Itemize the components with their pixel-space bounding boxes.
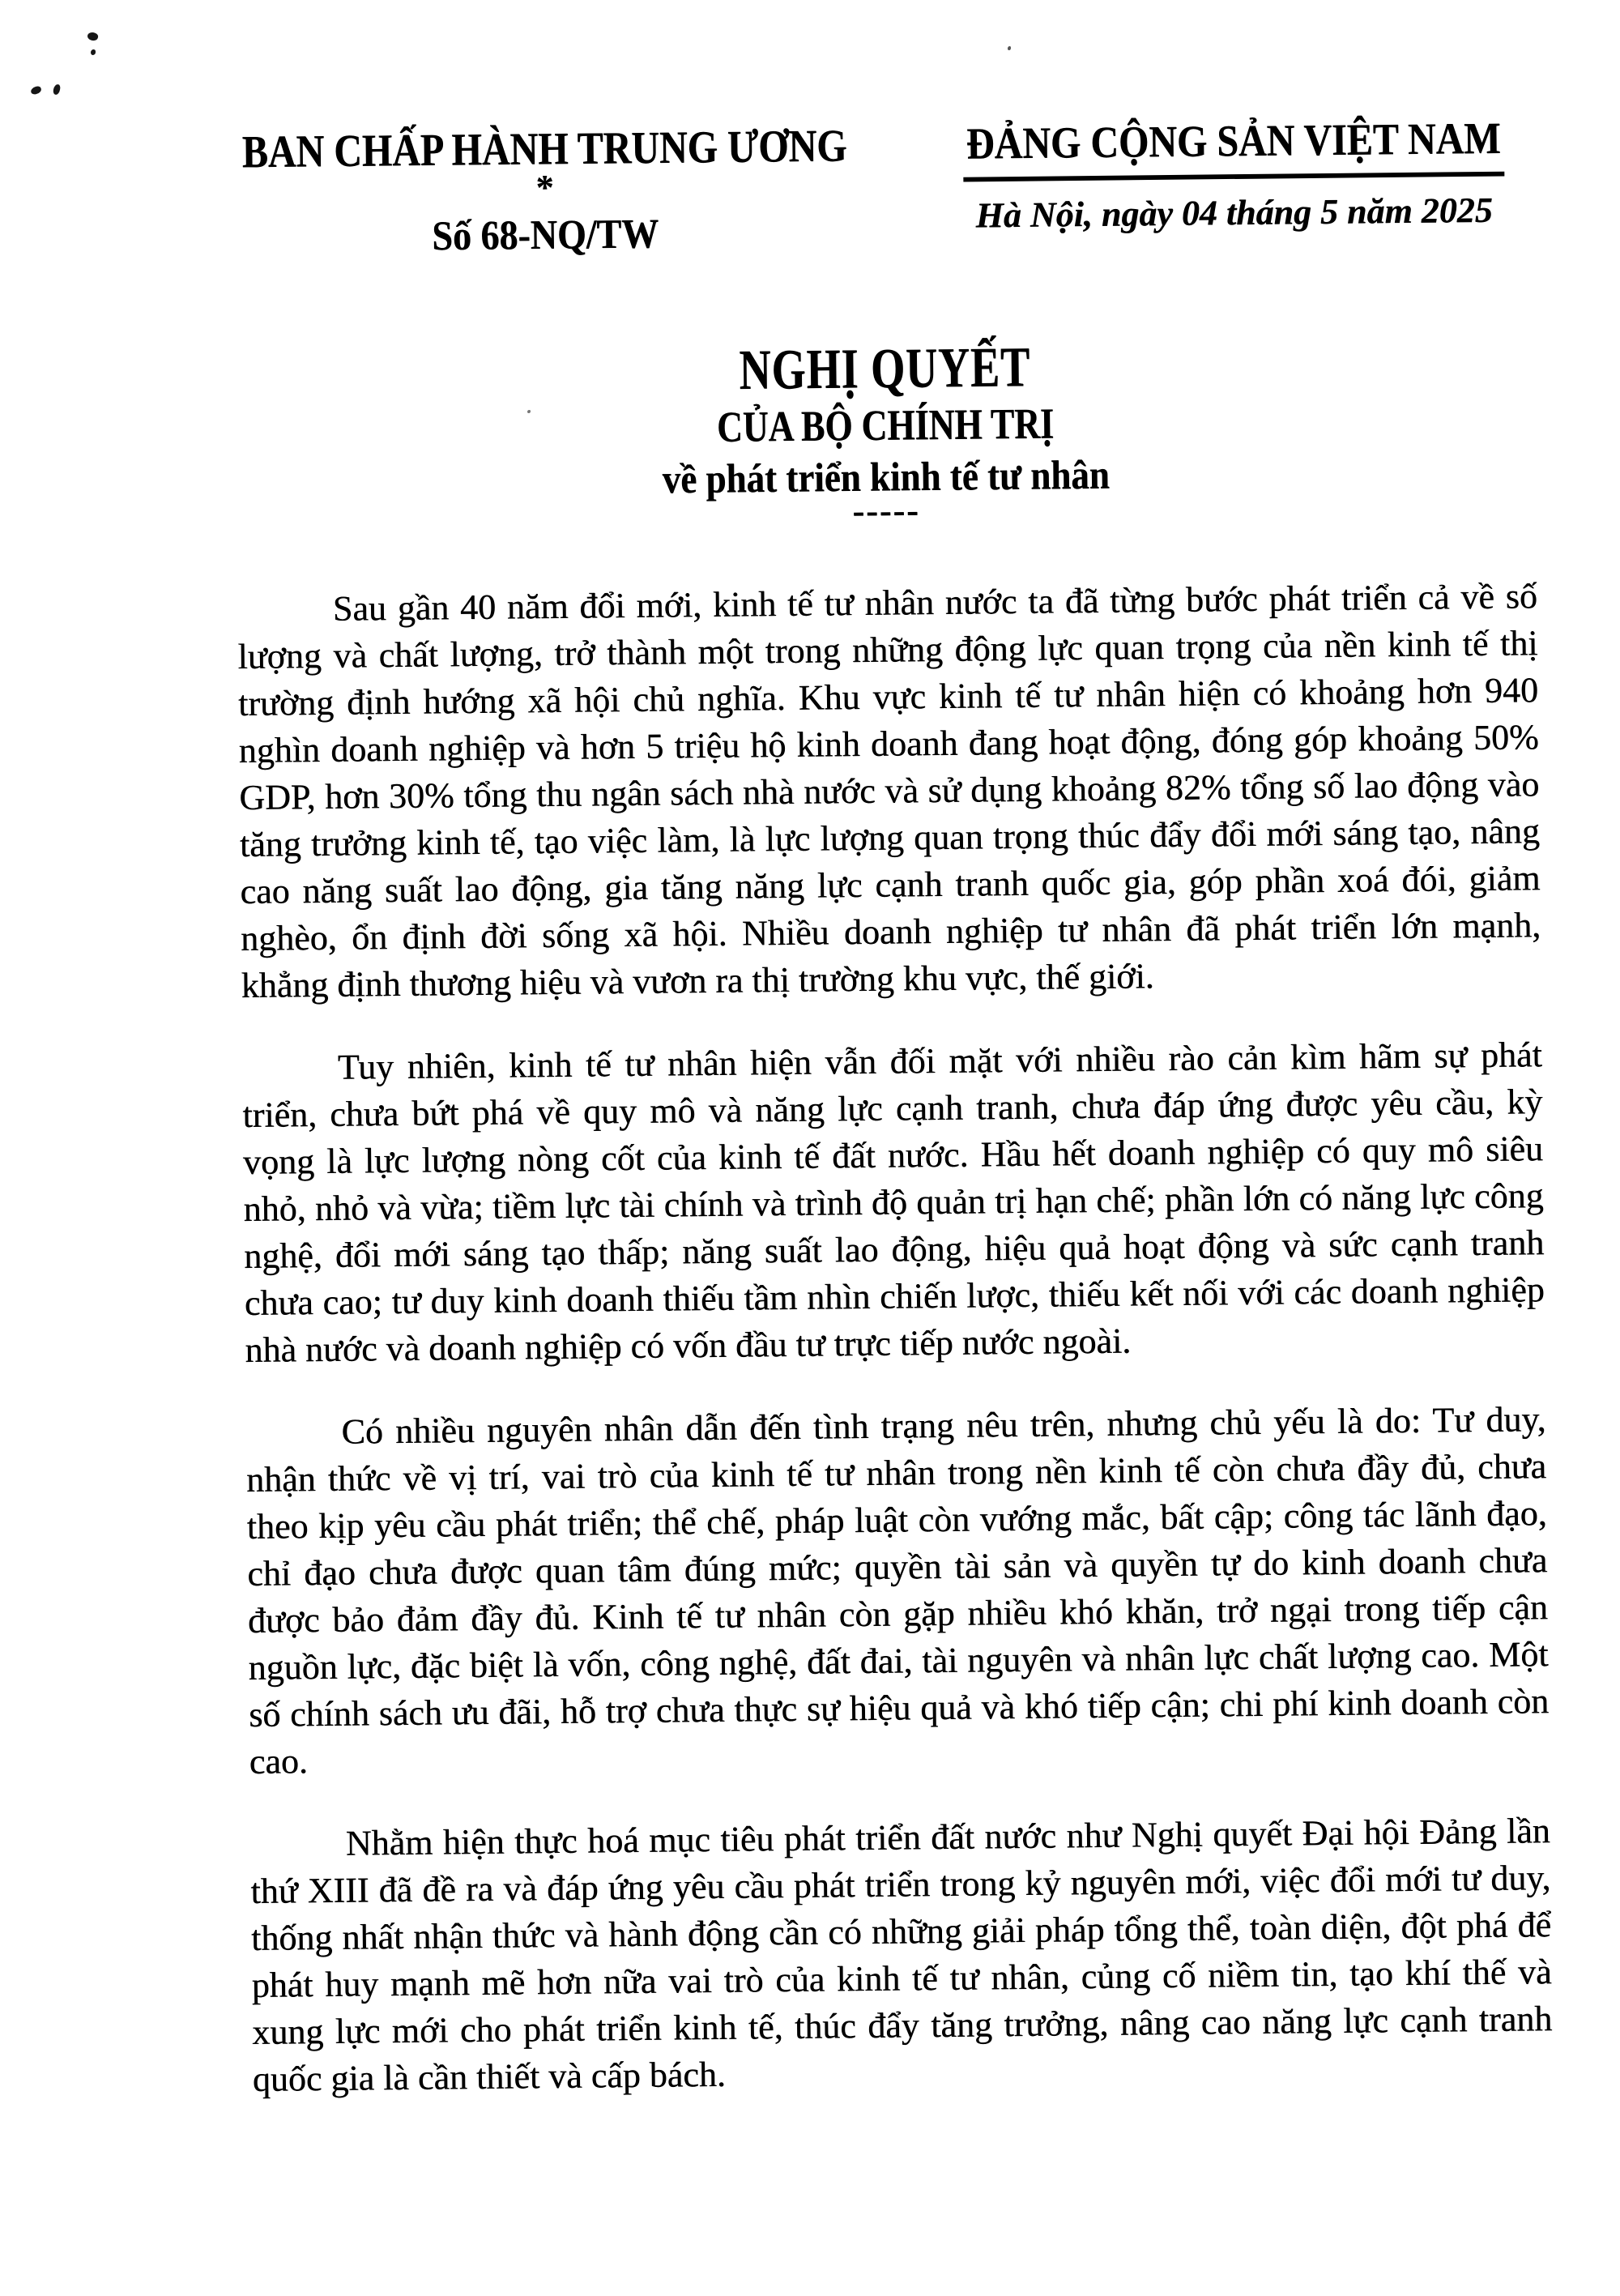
document-content: [231, 0, 1553, 2103]
paragraph-3: Có nhiều nguyên nhân dẫn đến tình trạng nêu trên, nhưng chủ yếu là do: Tư duy, nhận thức về vị trí, vai trò của kinh tế tư nhân trong nền kinh tế còn chưa đầy đủ, chưa theo kịp yêu cầu phát triển; thể chế, pháp luật còn vướng mắc, bất cập; công tác lãnh đạo, chỉ đạo chưa được quan tâm đúng mức; quyền tài sản và quyền tự do kinh doanh chưa được bảo đảm đầy đủ. Kinh tế tư nhân còn gặp nhiều khó khăn, trở ngại trong tiếp cận nguồn lực, đặc biệt là vốn, công nghệ, đất đai, tài nguyên và nhân lực chất lượng cao. Một số chính sách ưu đãi, hỗ trợ chưa thực sự hiệu quả và khó tiếp cận; chi phí kinh doanh còn cao.: [245, 1399, 1550, 1782]
issuing-org: BAN CHẤP HÀNH TRUNG ƯƠNG: [241, 120, 847, 178]
place-date: Hà Nội, ngày 04 tháng 5 năm 2025: [975, 190, 1493, 236]
scan-speck: [87, 31, 100, 42]
scan-speck: [91, 49, 96, 55]
paragraph-4: Nhằm hiện thực hoá mục tiêu phát triển đất nước như Nghị quyết Đại hội Đảng lần thứ XIII đã đề ra và đáp ứng yêu cầu phát triển trong kỷ nguyên mới, việc đổi mới tư duy, thống nhất nhận thức và hành động cần có những giải pháp tổng thể, toàn diện, đột phá để phát huy mạnh mẽ hơn nữa vai trò của kinh tế tư nhân, củng cố niềm tin, tạo khí thế và xung lực mới cho phát triển kinh tế, thúc đẩy tăng trưởng, nâng cao năng lực cạnh tranh quốc gia là cần thiết và cấp bách.: [250, 1811, 1553, 2099]
paragraph-2: Tuy nhiên, kinh tế tư nhân hiện vẫn đối mặt với nhiều rào cản kìm hãm sự phát triển, chưa bứt phá về quy mô và năng lực cạnh tranh, chưa đáp ứng được yêu cầu, kỳ vọng là lực lượng nòng cốt của kinh tế đất nước. Hầu hết doanh nghiệp có quy mô siêu nhỏ, nhỏ và vừa; tiềm lực tài chính và trình độ quản trị hạn chế; phần lớn có năng lực công nghệ, đổi mới sáng tạo thấp; năng suất lao động, hiệu quả hoạt động và sức cạnh tranh chưa cao; tư duy kinh doanh thiếu tầm nhìn chiến lược, thiếu kết nối với các doanh nghiệp nhà nước và doanh nghiệp có vốn đầu tư trực tiếp nước ngoài.: [242, 1035, 1545, 1370]
document-body: [237, 573, 1554, 2103]
document-header: [232, 113, 1534, 259]
title-block: [234, 333, 1536, 531]
title-separator: -----: [852, 490, 921, 531]
doc-subject-title: về phát triển kinh tế tư nhân: [662, 451, 1111, 502]
scan-speck: [53, 83, 61, 95]
scan-speck: [30, 85, 42, 95]
doc-type-title: NGHỊ QUYẾT: [739, 335, 1031, 402]
party-name: ĐẢNG CỘNG SẢN VIỆT NAM: [963, 115, 1504, 182]
star-separator: *: [535, 167, 554, 208]
document-number: Số 68-NQ/TW: [432, 210, 659, 259]
paragraph-1: Sau gần 40 năm đổi mới, kinh tế tư nhân nước ta đã từng bước phát triển cả về số lượng và chất lượng, trở thành một trong những động lực quan trọng của nền kinh tế thị trường định hướng xã hội chủ nghĩa. Khu vực kinh tế tư nhân hiện có khoảng hơn 940 nghìn doanh nghiệp và hơn 5 triệu hộ kinh doanh đang hoạt động, đóng góp khoảng 50% GDP, hơn 30% tổng thu ngân sách nhà nước và sử dụng khoảng 82% tổng số lao động vào tăng trưởng kinh tế, tạo việc làm, là lực lượng quan trọng thúc đẩy đổi mới sáng tạo, nâng cao năng suất lao động, gia tăng năng lực cạnh tranh quốc gia, góp phần xoá đói, giảm nghèo, ổn định đời sống xã hội. Nhiều doanh nghiệp tư nhân đã phát triển lớn mạnh, khẳng định thương hiệu và vươn ra thị trường khu vực, thế giới.: [237, 576, 1541, 1005]
issuing-authority-title: CỦA BỘ CHÍNH TRỊ: [716, 399, 1055, 452]
issuing-org-block: [232, 120, 858, 259]
party-header-block: [934, 114, 1533, 236]
